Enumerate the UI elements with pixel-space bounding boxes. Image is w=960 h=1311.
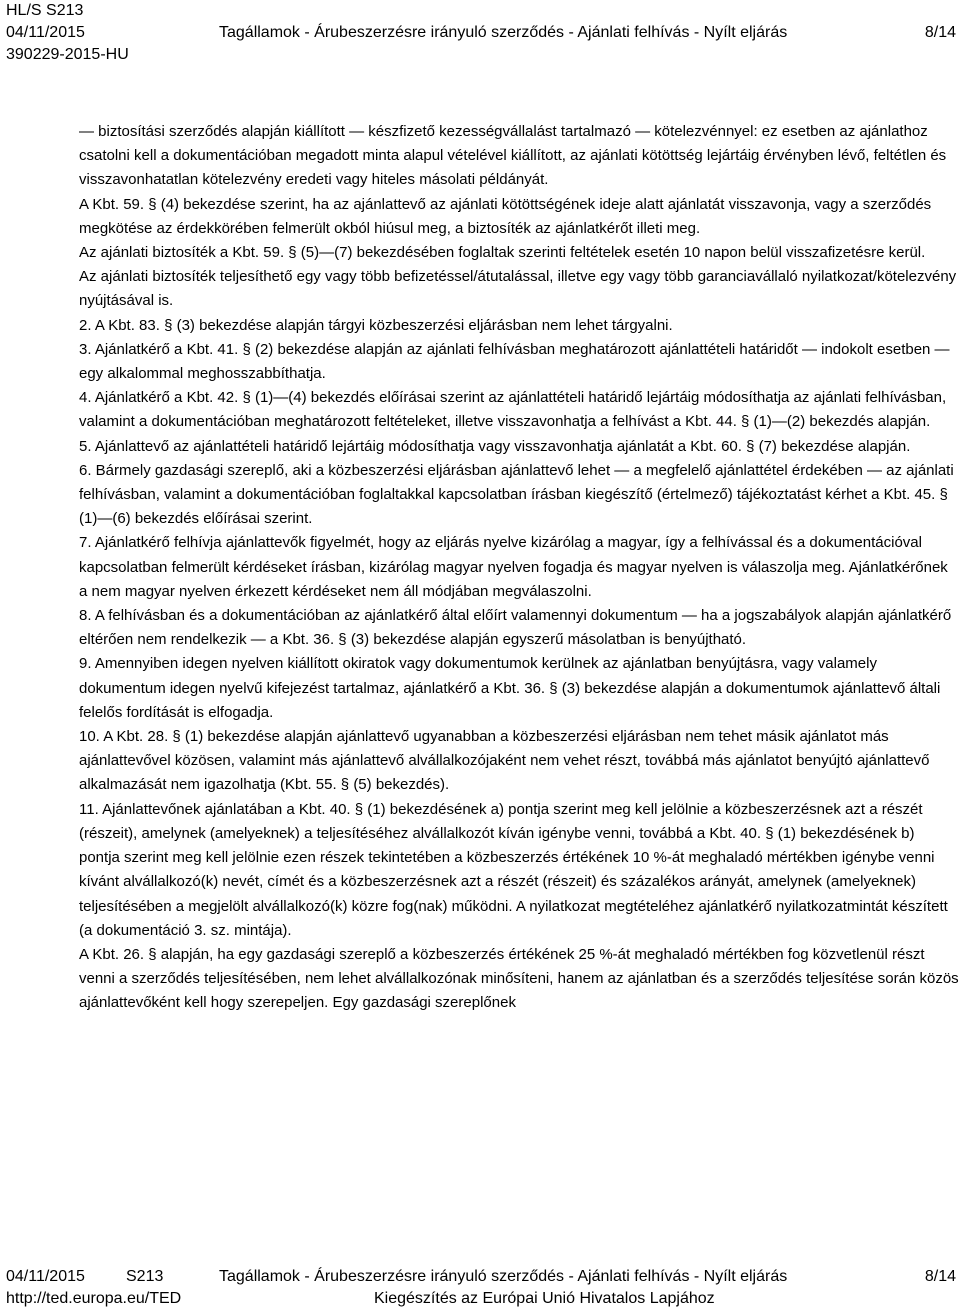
paragraph: 9. Amennyiben idegen nyelven kiállított okiratok vagy dokumentumok kerülnek az ajánlatban benyújtásra, vagy valamely dokumentum idegen nyelvű kifejezést tartalmaz, ajánlatkérő a Kbt. 36. § (3) bekezdése alapján a dokumentumok ajánlattevő általi felelős fordítását is elfogadja. — [79, 655, 941, 721]
header-page-number: 8/14 — [924, 24, 956, 41]
paragraph: 5. Ajánlattevő az ajánlattételi határidő lejártáig módosíthatja vagy visszavonhatja ajánlatát a Kbt. 60. § (7) bekezdése alapján. — [79, 437, 911, 455]
paragraph: — biztosítási szerződés alapján kiállított — készfizető kezességvállalást tartalmazó — kötelezvénnyel: ez esetben az ajánlathoz csatolni kell a dokumentációban megadott minta alapul vételével kiállított, az ajánlati kötöttség lejártáig érvényben lévő, feltétlen és visszavonhatatlan kötelezvény eredeti vagy hiteles másolati példányát. — [79, 123, 947, 189]
footer-code: S213 — [126, 1268, 164, 1285]
paragraph: A Kbt. 59. § (4) bekezdése szerint, ha az ajánlattevő az ajánlati kötöttségének ideje alatt ajánlatát visszavonja, vagy a szerződés megkötése az érdekkörében felmerült okból hiúsul meg, a biztosíték az ajánlatkérőt illeti meg. — [79, 195, 932, 237]
paragraph: Az ajánlati biztosíték a Kbt. 59. § (5)—(7) bekezdésében foglaltak szerinti feltételek esetén 10 napon belül visszafizetésre kerül. — [79, 244, 926, 262]
footer-page-number: 8/14 — [924, 1268, 956, 1285]
header-date: 04/11/2015 — [6, 24, 85, 41]
paragraph: 10. A Kbt. 28. § (1) bekezdése alapján ajánlattevő ugyanabban a közbeszerzési eljárásban nem tehet másik ajánlatot más ajánlattevővel közösen, valamint más ajánlattevő alvállalkozójaként nem vehet részt, továbbá más ajánlatot benyújtó ajánlattevő alkalmazását nem igazolhatja (Kbt. 55. § (5) bekezdés). — [79, 728, 930, 794]
paragraph: 7. Ajánlatkérő felhívja ajánlattevők figyelmét, hogy az eljárás nyelve kizárólag a magyar, így a felhívással és a dokumentációval kapcsolatban felmerült kérdéseket írásban, kizárólag magyar nyelven fogadja és magyar nyelven is válaszolja meg. Ajánlatkérőnek a nem magyar nyelven érkezett kérdéseket nem áll módjában megválaszolni. — [79, 534, 948, 600]
paragraph: 3. Ajánlatkérő a Kbt. 41. § (2) bekezdése alapján az ajánlati felhívásban meghatározott ajánlattételi határidőt — indokolt esetben — egy alkalommal meghosszabbíthatja. — [79, 340, 950, 383]
header-title: Tagállamok - Árubeszerzésre irányuló szerződés - Ajánlati felhívás - Nyílt eljárás — [219, 24, 788, 41]
footer-url-link[interactable]: http://ted.europa.eu/TED — [6, 1290, 182, 1307]
page-header — [6, 0, 956, 66]
paragraph: 6. Bármely gazdasági szereplő, aki a közbeszerzési eljárásban ajánlattevő lehet — a megfelelő ajánlattétel érdekében — az ajánlati felhívásban, valamint a dokumentációban foglaltakkal kapcsolatban írásban kiegészítő (értelmező) tájékoztatást kérhet a Kbt. 45. § (1)—(6) bekezdés előírásai szerint. — [79, 461, 954, 528]
page-footer — [6, 1266, 956, 1310]
paragraph: Az ajánlati biztosíték teljesíthető egy vagy több befizetéssel/átutalással, illetve egy vagy több garanciavállaló nyilatkozat/kötelezvény nyújtásával is. — [79, 268, 957, 310]
footer-publisher: Kiegészítés az Európai Unió Hivatalos Lapjához — [374, 1290, 715, 1307]
paragraph: 8. A felhívásban és a dokumentációban az ajánlatkérő által előírt valamennyi dokumentum — ha a jogszabályok alapján ajánlatkérő eltérően nem rendelkezik — a Kbt. 36. § (3) bekezdése alapján egyszerű másolatban is benyújtható. — [79, 607, 952, 649]
footer-date: 04/11/2015 — [6, 1268, 85, 1285]
paragraph: 11. Ajánlattevőnek ajánlatában a Kbt. 40. § (1) bekezdésének a) pontja szerint meg kell jelölnie a közbeszerzésnek azt a részét (részeit), amelynek (amelyeknek) a teljesítéséhez alvállalkozót kíván igénybe venni, továbbá a Kbt. 40. § (1) bekezdésének b) pontja szerint meg kell jelölnie ezen részek tekintetében a közbeszerzés értékének 10 %-át meghaladó mértékben igénybe venni kívánt alvállalkozó(k) nevét, címét és a közbeszerzésnek azt a részét (részeit) és százalékos arányát, amelynek (amelyeknek) teljesítésében a megjelölt alvállalkozó(k) közre fog(nak) működni. A nyilatkozat megtételéhez ajánlatkérő nyilatkozatmintát készített (a dokumentáció 3. sz. mintája). — [79, 800, 948, 939]
header-tag: HL/S S213 — [6, 2, 84, 19]
footer-title: Tagállamok - Árubeszerzésre irányuló szerződés - Ajánlati felhívás - Nyílt eljárás — [219, 1268, 788, 1285]
document-body — [79, 120, 959, 1016]
paragraph: 2. A Kbt. 83. § (3) bekezdése alapján tárgyi közbeszerzési eljárásban nem lehet tárgyalni. — [79, 316, 673, 334]
paragraph: A Kbt. 26. § alapján, ha egy gazdasági szereplő a közbeszerzés értékének 25 %-át meghaladó mértékben fog közvetlenül részt venni a szerződés teljesítésében, nem lehet alvállalkozónak minősíteni, hanem az ajánlatban és a szerződés teljesítése során közös ajánlattevőként kell hogy szerepeljen. Egy gazdasági szereplőnek — [79, 945, 959, 1012]
paragraph: 4. Ajánlatkérő a Kbt. 42. § (1)—(4) bekezdés előírásai szerint az ajánlattételi határidő lejártáig módosíthatja az ajánlati felhívásban, valamint a dokumentációban meghatározott feltételeket, illetve visszavonhatja a felhívást a Kbt. 44. § (1)—(2) bekezdés alapján. — [79, 389, 947, 431]
header-doc-number: 390229-2015-HU — [6, 46, 129, 63]
